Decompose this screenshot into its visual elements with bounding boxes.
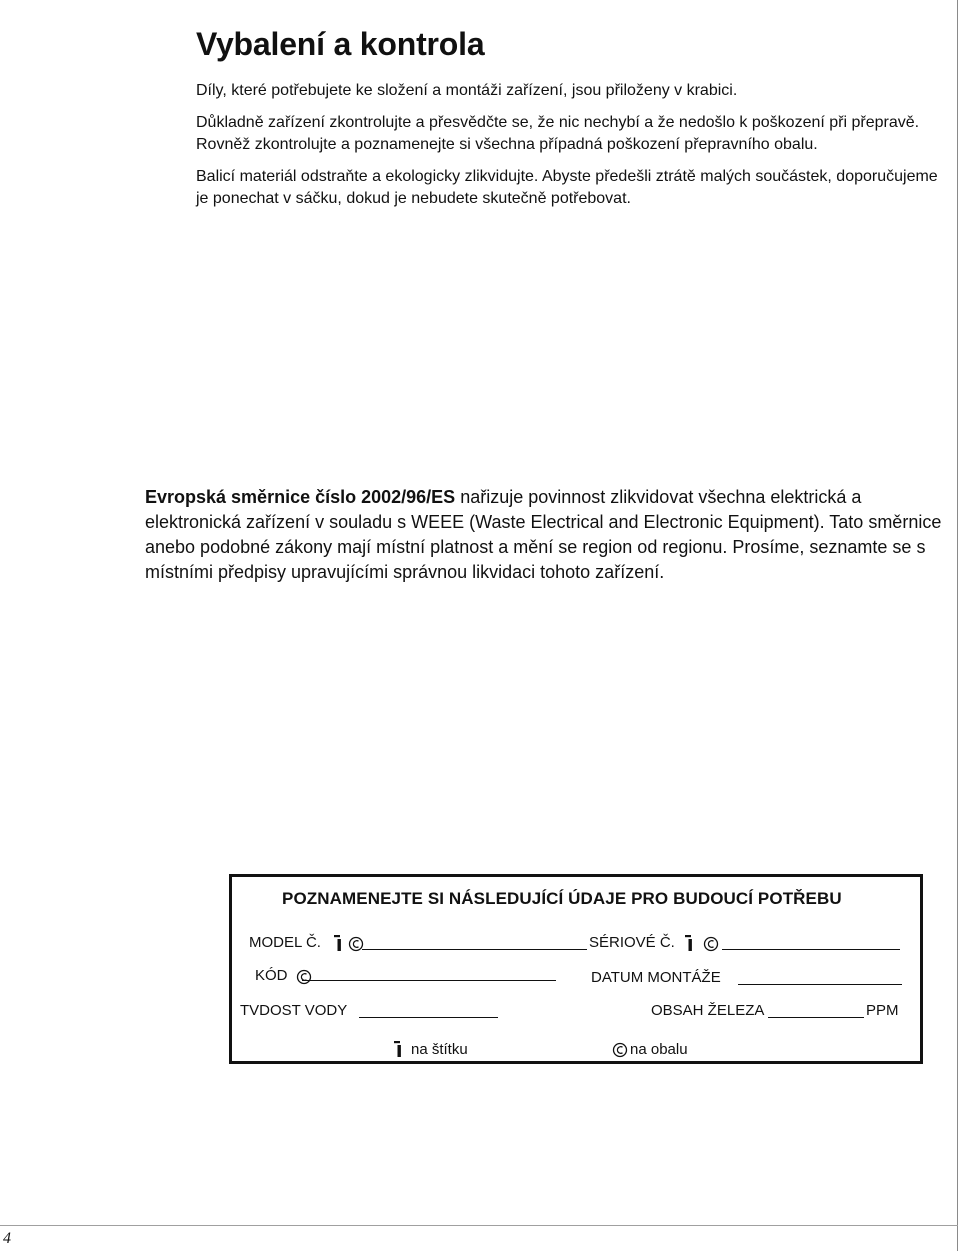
label-icon — [332, 935, 348, 953]
code-label: KÓD — [255, 967, 288, 984]
directive-text: nařizuje povinnost zlikvidovat všechna elektrická a elektronická zařízení v souladu s WEEE (Waste Electrical and Electronic Equipment). Tato směrnice anebo podobné zákony mají místní platnost a mění se region od regionu. Prosíme, seznamte se s místními předpisy upravujícími správnou likvidaci tohoto zařízení. — [145, 487, 942, 582]
weee-directive — [145, 485, 945, 585]
model-label: MODEL Č. — [249, 934, 321, 951]
intro-paragraph-inspection: Důkladně zařízení zkontrolujte a přesvědčte se, že nic nechybí a že nedošlo k poškození při přepravě. Rovněž zkontrolujte a poznamenejte si všechna případná poškození přepravního obalu. — [196, 114, 920, 153]
water-hardness-value-line[interactable] — [359, 1017, 498, 1018]
page-number: 4 — [3, 1230, 11, 1247]
intro-paragraph-parts: Díly, které potřebujete ke složení a montáži zařízení, jsou přiloženy v krabici. — [196, 82, 738, 99]
directive-title: Evropská směrnice číslo 2002/96/ES — [145, 487, 456, 507]
record-box-title: POZNAMENEJTE SI NÁSLEDUJÍCÍ ÚDAJE PRO BUDOUCÍ POTŘEBU — [282, 889, 842, 908]
label-icon — [392, 1041, 408, 1059]
iron-unit: PPM — [866, 1002, 899, 1019]
intro-paragraph-packaging: Balicí materiál odstraňte a ekologicky zlikvidujte. Abyste předešli ztrátě malých součástek, doporučujeme je ponechat v sáčku, dokud je nebudete skutečně potřebovat. — [196, 168, 938, 207]
package-icon — [612, 1041, 628, 1059]
package-icon — [296, 968, 312, 986]
page-title: Vybalení a kontrola — [196, 26, 485, 62]
record-info-box — [229, 874, 923, 1064]
footer-rule — [0, 1225, 958, 1226]
iron-content-value-line[interactable] — [768, 1017, 864, 1018]
install-date-value-line[interactable] — [738, 984, 902, 985]
iron-content-label: OBSAH ŽELEZA — [651, 1002, 765, 1019]
label-icon — [683, 935, 699, 953]
legend-label-text: na štítku — [411, 1041, 468, 1058]
legend-package-text: na obalu — [630, 1041, 688, 1058]
package-icon — [703, 935, 719, 953]
serial-label: SÉRIOVÉ Č. — [589, 934, 675, 951]
package-icon — [348, 935, 364, 953]
model-value-line[interactable] — [362, 949, 587, 950]
code-value-line[interactable] — [302, 980, 556, 981]
water-hardness-label: TVDOST VODY — [240, 1002, 348, 1019]
intro-section — [196, 80, 941, 220]
install-date-label: DATUM MONTÁŽE — [591, 969, 721, 986]
serial-value-line[interactable] — [722, 949, 900, 950]
